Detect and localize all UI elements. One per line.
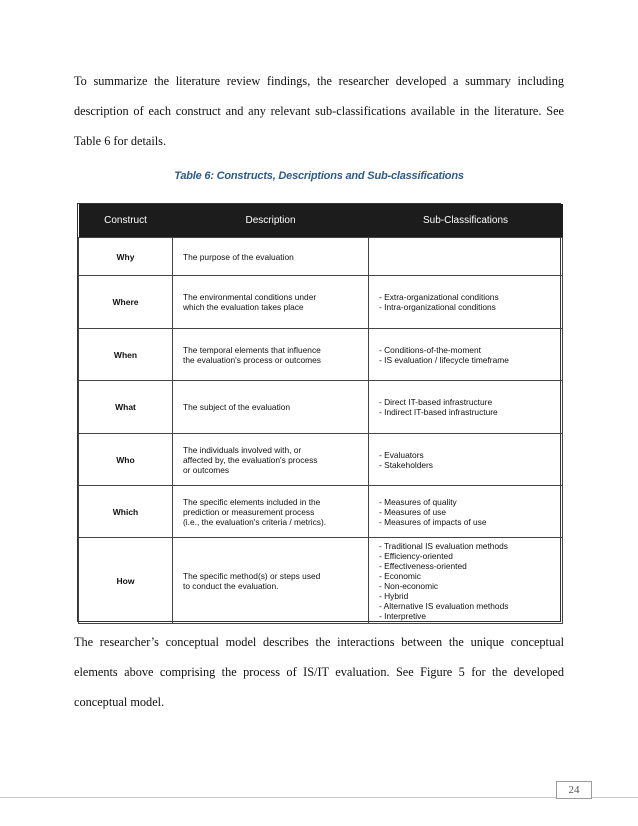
construct-cell: What — [79, 381, 173, 434]
description-cell: The temporal elements that influence the evaluation's process or outcomes — [173, 329, 369, 381]
intro-line-2: description of each construct and any relevant sub-classifications available in the literature. See — [74, 104, 564, 118]
sub-classifications-cell: - Extra-organizational conditions - Intra-organizational conditions — [369, 276, 563, 329]
table-row — [79, 381, 563, 434]
description-cell: The specific elements included in the prediction or measurement process (i.e., the evaluation's criteria / metrics). — [173, 486, 369, 538]
header-construct: Construct — [79, 204, 173, 238]
table-row — [79, 486, 563, 538]
outro-line-2: elements above comprising the process of IS/IT evaluation. See Figure 5 for the developed — [74, 665, 564, 679]
sub-classifications-cell: - Direct IT-based infrastructure - Indirect IT-based infrastructure — [369, 381, 563, 434]
intro-line-1: To summarize the literature review findings, the researcher developed a summary including — [74, 74, 564, 88]
table-row — [79, 434, 563, 486]
table-header-row — [79, 204, 563, 238]
sub-classifications-cell: - Conditions-of-the-moment - IS evaluation / lifecycle timeframe — [369, 329, 563, 381]
construct-cell: Where — [79, 276, 173, 329]
header-description: Description — [173, 204, 369, 238]
sub-classifications-cell: - Traditional IS evaluation methods - Efficiency-oriented - Effectiveness-oriented - Economic - Non-economic - Hybrid - Alternative IS evaluation methods - Interpretive — [369, 538, 563, 624]
description-cell: The environmental conditions under which the evaluation takes place — [173, 276, 369, 329]
sub-classifications-cell: - Measures of quality - Measures of use - Measures of impacts of use — [369, 486, 563, 538]
outro-paragraph — [74, 627, 564, 717]
outro-line-1: The researcher’s conceptual model describes the interactions between the unique conceptual — [74, 635, 564, 649]
construct-cell: Who — [79, 434, 173, 486]
construct-cell: When — [79, 329, 173, 381]
construct-cell: Why — [79, 238, 173, 276]
construct-cell: Which — [79, 486, 173, 538]
footer-rule — [0, 797, 638, 798]
header-sub-classifications: Sub-Classifications — [369, 204, 563, 238]
description-cell: The purpose of the evaluation — [173, 238, 369, 276]
page-number: 24 — [556, 781, 592, 799]
table-row — [79, 329, 563, 381]
table-row — [79, 538, 563, 624]
description-cell: The individuals involved with, or affected by, the evaluation's process or outcomes — [173, 434, 369, 486]
constructs-table — [77, 203, 561, 622]
intro-paragraph — [74, 66, 564, 156]
description-cell: The specific method(s) or steps used to conduct the evaluation. — [173, 538, 369, 624]
table-row — [79, 276, 563, 329]
sub-classifications-cell — [369, 238, 563, 276]
intro-line-3: Table 6 for details. — [74, 134, 167, 148]
sub-classifications-cell: - Evaluators - Stakeholders — [369, 434, 563, 486]
table-caption: Table 6: Constructs, Descriptions and Sub-classifications — [174, 170, 464, 182]
outro-line-3: conceptual model. — [74, 695, 165, 709]
description-cell: The subject of the evaluation — [173, 381, 369, 434]
construct-cell: How — [79, 538, 173, 624]
table-row — [79, 238, 563, 276]
